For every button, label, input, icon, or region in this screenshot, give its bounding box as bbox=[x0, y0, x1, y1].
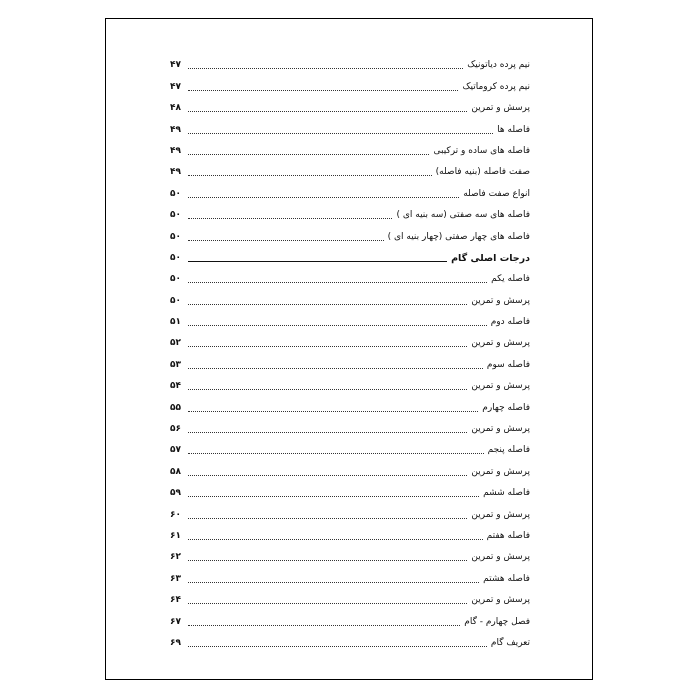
toc-entry-page-number: ۵۹ bbox=[170, 488, 181, 499]
toc-entry-page-number: ۶۳ bbox=[170, 573, 181, 584]
toc-entry bbox=[170, 114, 530, 135]
dot-leader bbox=[188, 197, 459, 198]
toc-entry-page-number: ۵۰ bbox=[170, 231, 181, 242]
toc-entry-page-number: ۵۷ bbox=[170, 445, 181, 456]
toc-entry-title: فاصله ششم bbox=[483, 488, 530, 499]
toc-entry bbox=[170, 136, 530, 157]
dot-leader bbox=[188, 625, 460, 626]
toc-entry-page-number: ۶۱ bbox=[170, 530, 181, 541]
toc-entry-title: پرسش و تمرین bbox=[471, 466, 530, 477]
toc-entry-title: فصل چهارم - گام bbox=[464, 616, 530, 627]
toc-entry-page-number: ۴۹ bbox=[170, 145, 181, 156]
toc-entry bbox=[170, 563, 530, 584]
dot-leader bbox=[188, 518, 467, 519]
toc-entry bbox=[170, 499, 530, 520]
dot-leader bbox=[188, 154, 429, 155]
toc-entry bbox=[170, 178, 530, 199]
dot-leader bbox=[188, 240, 384, 241]
toc-entry-page-number: ۵۰ bbox=[170, 252, 181, 263]
dot-leader bbox=[188, 496, 479, 497]
toc-entry bbox=[170, 628, 530, 649]
dot-leader bbox=[188, 218, 392, 219]
toc-entry-title: فاصله چهارم bbox=[482, 402, 530, 413]
dot-leader bbox=[188, 175, 432, 176]
toc-entry-title: پرسش و تمرین bbox=[471, 338, 530, 349]
toc-entry-title: فاصله های سه صفتی (سه بنیه ای ) bbox=[396, 210, 530, 221]
toc-entry-page-number: ۶۴ bbox=[170, 595, 181, 606]
toc-entry-title: پرسش و تمرین bbox=[471, 595, 530, 606]
toc-entry-page-number: ۵۰ bbox=[170, 188, 181, 199]
toc-entry-title: پرسش و تمرین bbox=[471, 509, 530, 520]
dot-leader bbox=[188, 646, 487, 647]
toc-entry-page-number: ۵۳ bbox=[170, 359, 181, 370]
dot-leader bbox=[188, 432, 467, 433]
toc-entry bbox=[170, 243, 530, 264]
toc-entry bbox=[170, 328, 530, 349]
dot-leader bbox=[188, 282, 487, 283]
toc-entry bbox=[170, 585, 530, 606]
toc-entry bbox=[170, 157, 530, 178]
dot-leader bbox=[188, 389, 467, 390]
toc-entry-title: پرسش و تمرین bbox=[471, 103, 530, 114]
dot-leader bbox=[188, 582, 479, 583]
toc-entry bbox=[170, 93, 530, 114]
toc-entry-page-number: ۶۲ bbox=[170, 552, 181, 563]
toc-entry-page-number: ۶۹ bbox=[170, 637, 181, 648]
toc-entry bbox=[170, 456, 530, 477]
toc-entry-page-number: ۴۷ bbox=[170, 60, 181, 71]
toc-entry-title: فاصله هشتم bbox=[483, 573, 530, 584]
toc-entry-title: پرسش و تمرین bbox=[471, 381, 530, 392]
toc-entry bbox=[170, 307, 530, 328]
toc-entry bbox=[170, 221, 530, 242]
toc-entry-title: پرسش و تمرین bbox=[471, 295, 530, 306]
toc-entry bbox=[170, 414, 530, 435]
toc-entry-title: نیم پرده دیاتونیک bbox=[467, 60, 530, 71]
dot-leader bbox=[188, 261, 447, 262]
toc-entry-title: درجات اصلی گام bbox=[451, 252, 530, 264]
toc-entry bbox=[170, 478, 530, 499]
toc-entry-page-number: ۴۷ bbox=[170, 81, 181, 92]
toc-entry bbox=[170, 392, 530, 413]
toc-entry-page-number: ۴۹ bbox=[170, 167, 181, 178]
dot-leader bbox=[188, 111, 467, 112]
toc-entry-title: فاصله یکم bbox=[491, 274, 530, 285]
toc-entry bbox=[170, 50, 530, 71]
toc-entry-title: انواع صفت فاصله bbox=[463, 188, 530, 199]
toc-entry-title: صفت فاصله (بنیه فاصله) bbox=[435, 167, 530, 178]
toc-entry-title: فاصله های چهار صفتی (چهار بنیه ای ) bbox=[387, 231, 530, 242]
toc-entry bbox=[170, 71, 530, 92]
toc-entry-page-number: ۵۱ bbox=[170, 317, 181, 328]
dot-leader bbox=[188, 603, 467, 604]
toc-entry bbox=[170, 264, 530, 285]
document-page bbox=[105, 18, 593, 680]
toc-entry bbox=[170, 606, 530, 627]
toc-entry-page-number: ۶۷ bbox=[170, 616, 181, 627]
toc-entry bbox=[170, 200, 530, 221]
toc-entry bbox=[170, 542, 530, 563]
toc-entry bbox=[170, 435, 530, 456]
toc-entry-title: فاصله دوم bbox=[490, 317, 530, 328]
toc-entry-page-number: ۵۰ bbox=[170, 295, 181, 306]
toc-entry-page-number: ۵۰ bbox=[170, 274, 181, 285]
dot-leader bbox=[188, 411, 478, 412]
dot-leader bbox=[188, 560, 467, 561]
toc-entry-page-number: ۵۴ bbox=[170, 381, 181, 392]
toc-entry-page-number: ۶۰ bbox=[170, 509, 181, 520]
toc-entry-page-number: ۵۵ bbox=[170, 402, 181, 413]
toc-entry-title: نیم پرده کروماتیک bbox=[462, 81, 530, 92]
toc-entry-title: فاصله های ساده و ترکیبی bbox=[433, 145, 530, 156]
toc-entry-title: فاصله ها bbox=[497, 124, 530, 135]
dot-leader bbox=[188, 368, 483, 369]
dot-leader bbox=[188, 325, 487, 326]
toc-entry-page-number: ۵۲ bbox=[170, 338, 181, 349]
toc-entry-page-number: ۴۸ bbox=[170, 103, 181, 114]
dot-leader bbox=[188, 68, 463, 69]
dot-leader bbox=[188, 90, 458, 91]
dot-leader bbox=[188, 453, 484, 454]
toc-entry-page-number: ۵۶ bbox=[170, 424, 181, 435]
dot-leader bbox=[188, 346, 467, 347]
toc-entry-title: تعریف گام bbox=[490, 637, 530, 648]
dot-leader bbox=[188, 133, 493, 134]
toc-entry-title: پرسش و تمرین bbox=[471, 424, 530, 435]
table-of-contents bbox=[170, 50, 530, 649]
dot-leader bbox=[188, 539, 483, 540]
toc-entry-page-number: ۵۸ bbox=[170, 466, 181, 477]
toc-entry bbox=[170, 521, 530, 542]
toc-entry-title: فاصله سوم bbox=[486, 359, 530, 370]
toc-entry bbox=[170, 285, 530, 306]
toc-entry-title: فاصله هفتم bbox=[486, 530, 530, 541]
toc-entry-page-number: ۴۹ bbox=[170, 124, 181, 135]
toc-entry-title: پرسش و تمرین bbox=[471, 552, 530, 563]
toc-entry bbox=[170, 371, 530, 392]
dot-leader bbox=[188, 304, 467, 305]
toc-entry-page-number: ۵۰ bbox=[170, 210, 181, 221]
toc-entry-title: فاصله پنجم bbox=[487, 445, 530, 456]
toc-entry bbox=[170, 349, 530, 370]
dot-leader bbox=[188, 475, 467, 476]
